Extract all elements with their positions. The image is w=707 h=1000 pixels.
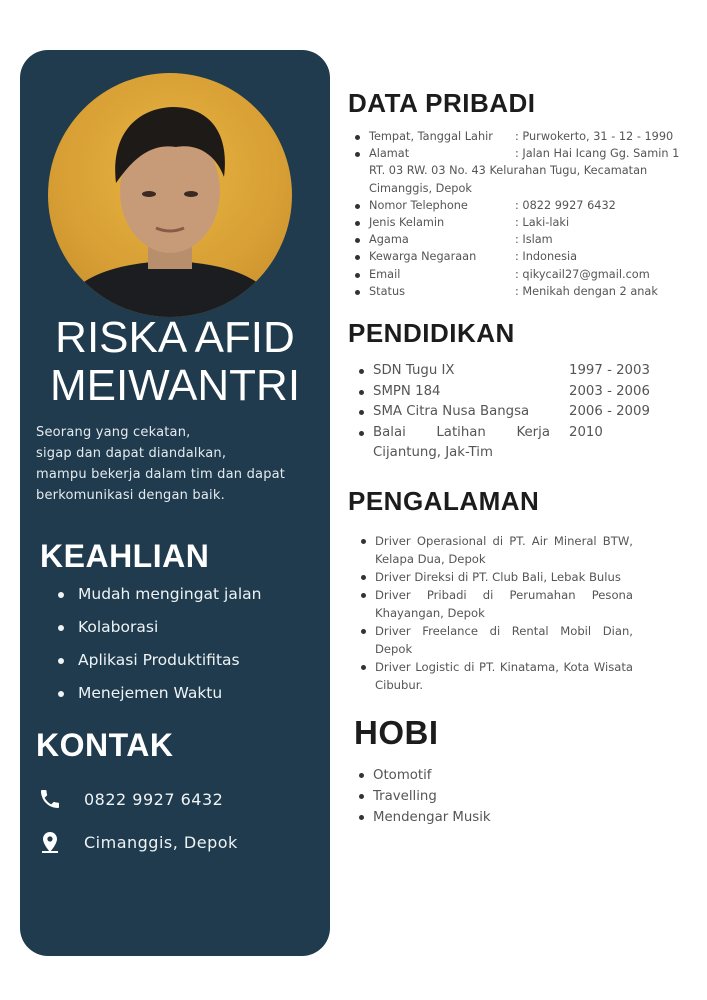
personal-value: : Purwokerto, 31 - 12 - 1990 — [515, 130, 674, 143]
school-name: SMPN 184 — [373, 383, 441, 399]
experience-item: Driver Operasional di PT. Air Mineral BTW, Kelapa Dua, Depok — [358, 532, 633, 568]
summary-line: berkomunikasi dengan baik. — [36, 488, 225, 503]
skill-item: Menejemen Waktu — [58, 679, 262, 712]
experience-list — [358, 532, 633, 694]
personal-value: : Islam — [515, 233, 553, 247]
personal-row — [352, 197, 692, 214]
personal-row — [352, 231, 692, 248]
contact-heading: KONTAK — [36, 727, 174, 763]
personal-row — [352, 128, 692, 145]
personal-label: Tempat, Tanggal Lahir — [369, 130, 493, 143]
personal-data-list — [352, 128, 692, 300]
experience-item: Driver Freelance di Rental Mobil Dian, Depok — [358, 622, 633, 658]
education-row — [356, 402, 686, 423]
education-row — [356, 361, 686, 382]
skill-item: Kolaborasi — [58, 613, 262, 646]
contact-phone — [38, 786, 223, 812]
personal-row — [352, 145, 692, 162]
personal-row — [352, 283, 692, 300]
skill-item: Aplikasi Produktifitas — [58, 646, 262, 679]
summary-line: mampu bekerja dalam tim dan dapat — [36, 467, 286, 482]
summary-line: sigap dan dapat diandalkan, — [36, 446, 227, 461]
school-years: 2006 - 2009 — [569, 404, 650, 419]
school-name-line: Cijantung, Jak-Tim — [373, 445, 493, 460]
personal-label: Email — [369, 267, 401, 281]
profile-photo — [48, 73, 292, 317]
personal-row — [352, 266, 692, 283]
person-portrait-icon — [48, 73, 292, 317]
personal-data-heading: DATA PRIBADI — [348, 88, 536, 118]
contact-phone-text: 0822 9927 6432 — [84, 789, 224, 809]
school-years: 1997 - 2003 — [569, 363, 650, 378]
personal-label: Alamat — [369, 147, 410, 161]
hobby-list — [356, 765, 491, 828]
education-row — [356, 423, 686, 464]
phone-icon — [38, 787, 62, 811]
location-pin-icon — [38, 830, 62, 854]
school-name: SDN Tugu IX — [373, 363, 455, 378]
experience-heading: PENGALAMAN — [348, 486, 540, 516]
education-list — [356, 361, 686, 464]
experience-item: Driver Logistic di PT. Kinatama, Kota Wisata Cibubur. — [358, 658, 633, 694]
school-name — [373, 423, 550, 464]
skills-heading: KEAHLIAN — [40, 538, 210, 574]
name-line-1: RISKA AFID — [55, 313, 295, 362]
personal-value: : Menikah dengan 2 anak — [515, 284, 658, 298]
contact-location-text: Cimanggis, Depok — [84, 832, 238, 852]
personal-row — [352, 248, 692, 265]
hobby-item: Travelling — [356, 786, 491, 807]
education-heading: PENDIDIKAN — [348, 318, 515, 348]
personal-value: : Jalan Hai Icang Gg. Samin 1 — [515, 147, 680, 161]
skill-item: Mudah mengingat jalan — [58, 580, 262, 613]
hobby-item: Otomotif — [356, 765, 491, 786]
personal-label: Nomor Telephone — [369, 198, 468, 212]
school-name: SMA Citra Nusa Bangsa — [373, 404, 530, 419]
personal-value: : 0822 9927 6432 — [515, 198, 616, 212]
school-name-line: Balai Latihan Kerja — [373, 424, 550, 440]
name-line-2: MEIWANTRI — [49, 361, 301, 410]
address-continuation: RT. 03 RW. 03 No. 43 Kelurahan Tugu, Kecamatan Cimanggis, Depok — [369, 164, 648, 195]
personal-label: Status — [369, 284, 405, 298]
personal-label: Kewarga Negaraan — [369, 250, 477, 264]
personal-value: : Laki-laki — [515, 216, 570, 230]
personal-label: Agama — [369, 233, 409, 247]
personal-value: : Indonesia — [515, 250, 578, 264]
personal-label: Jenis Kelamin — [369, 216, 445, 230]
education-row — [356, 382, 686, 403]
hobby-item: Mendengar Musik — [356, 807, 491, 828]
personal-value: : qikycail27@gmail.com — [515, 267, 650, 281]
personal-row — [352, 214, 692, 231]
school-years: 2010 — [569, 424, 603, 440]
hobby-heading: HOBI — [354, 714, 439, 751]
profile-summary — [36, 422, 326, 506]
school-years: 2003 - 2006 — [569, 383, 650, 399]
skills-list — [58, 580, 262, 712]
experience-item: Driver Direksi di PT. Club Bali, Lebak Bulus — [358, 568, 633, 586]
experience-item: Driver Pribadi di Perumahan Pesona Khayangan, Depok — [358, 586, 633, 622]
contact-location — [38, 829, 238, 855]
summary-line: Seorang yang cekatan, — [36, 425, 191, 440]
candidate-name — [20, 314, 330, 410]
